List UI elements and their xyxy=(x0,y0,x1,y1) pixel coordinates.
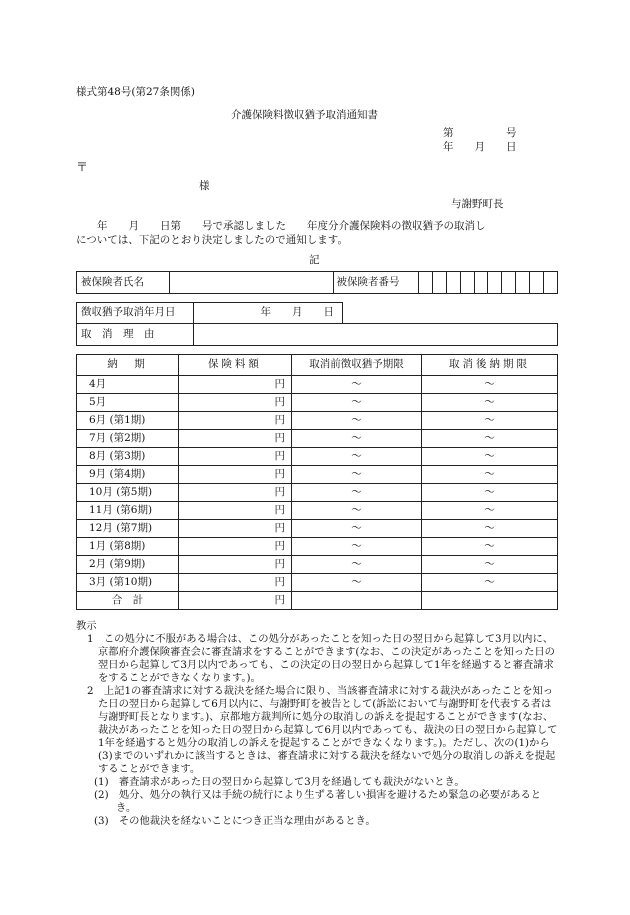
total-amount[interactable]: 円 xyxy=(178,592,291,610)
table-row xyxy=(77,376,558,394)
row-before-deadline[interactable]: ～ xyxy=(291,430,421,448)
document-title: 介護保険料徴収猶予取消通知書 xyxy=(231,109,378,121)
notes-title: 教示 xyxy=(76,620,97,632)
insured-number-digit[interactable] xyxy=(516,272,530,294)
table-row xyxy=(77,394,558,412)
header-before-deadline: 取消前徴収猶予期限 xyxy=(291,355,421,376)
insured-number-digit[interactable] xyxy=(446,272,460,294)
note-2: 2 上記1の審査請求に対する裁決を経た場合に限り、当該審査請求に対する裁決があったことを知った日の翌日から起算して6月以内に、与謝野町を被告として(訴訟において与謝野町を代表する者は与謝野町長となります。)、京都地方裁判所に処分の取消しの訴えを提起することができます(なお、裁決があったことを知った日の翌日から起算して6月以内であっても、裁決の日の翌日から起算して1年を経過すると処分の取消しの訴えを提起することができなくなります。)。ただし、次の(1)から(3)までのいずれかに該当するときは、審査請求に対する裁決を経ないで処分の取消しの訴えを提起することができます。 xyxy=(87,685,558,775)
row-period: 7月 (第2期) xyxy=(77,430,179,448)
cancel-date-label: 徴収猶予取消年月日 xyxy=(77,303,194,324)
period-table-header xyxy=(77,355,558,376)
cancel-date-field[interactable]: 年 月 日 xyxy=(194,303,343,324)
row-after-deadline[interactable]: ～ xyxy=(422,430,558,448)
row-period: 12月 (第7期) xyxy=(77,520,179,538)
row-period: 9月 (第4期) xyxy=(77,466,179,484)
row-before-deadline[interactable]: ～ xyxy=(291,466,421,484)
ki-heading: 記 xyxy=(309,254,320,266)
row-period: 3月 (第10期) xyxy=(77,574,179,592)
row-period: 5月 xyxy=(77,394,179,412)
row-after-deadline[interactable]: ～ xyxy=(422,538,558,556)
total-before xyxy=(291,592,421,610)
row-amount[interactable]: 円 xyxy=(178,574,291,592)
row-before-deadline[interactable]: ～ xyxy=(291,520,421,538)
table-row xyxy=(77,484,558,502)
table-row xyxy=(77,430,558,448)
row-after-deadline[interactable]: ～ xyxy=(422,484,558,502)
insured-number-label: 被保険者番号 xyxy=(333,272,419,294)
insured-table xyxy=(76,271,558,294)
row-before-deadline[interactable]: ～ xyxy=(291,412,421,430)
document-number: 第 号 xyxy=(443,127,517,139)
total-after xyxy=(422,592,558,610)
insured-name-field[interactable] xyxy=(169,272,333,294)
row-amount[interactable]: 円 xyxy=(178,556,291,574)
insured-number-digit[interactable] xyxy=(544,272,558,294)
table-row xyxy=(77,520,558,538)
row-amount[interactable]: 円 xyxy=(178,520,291,538)
row-after-deadline[interactable]: ～ xyxy=(422,412,558,430)
row-amount[interactable]: 円 xyxy=(178,376,291,394)
body-text-line2: については、下記のとおり決定しましたので通知します。 xyxy=(76,234,348,246)
insured-number-digit[interactable] xyxy=(432,272,446,294)
insured-number-digit[interactable] xyxy=(474,272,488,294)
row-after-deadline[interactable]: ～ xyxy=(422,502,558,520)
table-row xyxy=(77,412,558,430)
reason-label: 取 消 理 由 xyxy=(77,324,194,346)
table-row xyxy=(77,556,558,574)
table-row xyxy=(77,502,558,520)
row-before-deadline[interactable]: ～ xyxy=(291,538,421,556)
row-amount[interactable]: 円 xyxy=(178,394,291,412)
row-amount[interactable]: 円 xyxy=(178,502,291,520)
row-after-deadline[interactable]: ～ xyxy=(422,574,558,592)
note-sub-1: (1) 審査請求があった日の翌日から起算して3月を経過しても裁決がないとき。 xyxy=(94,776,465,788)
document-date: 年 月 日 xyxy=(443,141,517,153)
row-after-deadline[interactable]: ～ xyxy=(422,448,558,466)
insured-number-digit[interactable] xyxy=(502,272,516,294)
note-sub-3: (3) その他裁決を経ないことにつき正当な理由があるとき。 xyxy=(94,815,376,827)
period-table xyxy=(76,354,558,610)
addressee-suffix: 様 xyxy=(199,180,210,192)
form-number: 様式第48号(第27条関係) xyxy=(76,86,195,98)
header-after-deadline: 取消後納期限 xyxy=(422,355,558,376)
row-before-deadline[interactable]: ～ xyxy=(291,556,421,574)
row-before-deadline[interactable]: ～ xyxy=(291,448,421,466)
postal-mark: 〒 xyxy=(76,160,89,174)
row-before-deadline[interactable]: ～ xyxy=(291,502,421,520)
row-amount[interactable]: 円 xyxy=(178,412,291,430)
total-row xyxy=(77,592,558,610)
row-before-deadline[interactable]: ～ xyxy=(291,394,421,412)
issuer-name: 与謝野町長 xyxy=(451,198,504,210)
row-before-deadline[interactable]: ～ xyxy=(291,376,421,394)
insured-name-label: 被保険者氏名 xyxy=(77,272,170,294)
row-before-deadline[interactable]: ～ xyxy=(291,484,421,502)
table-row xyxy=(77,538,558,556)
row-after-deadline[interactable]: ～ xyxy=(422,394,558,412)
total-label: 合 計 xyxy=(77,592,179,610)
row-after-deadline[interactable]: ～ xyxy=(422,556,558,574)
note-1: 1 この処分に不服がある場合は、この処分があったことを知った日の翌日から起算して3月以内に、京都府介護保険審査会に審査請求をすることができます(なお、この決定があったことを知った日の翌日から起算して3月以内であっても、この決定の日の翌日から起算して1年を経過すると審査請求をすることができなくなります。)。 xyxy=(87,633,555,684)
row-period: 10月 (第5期) xyxy=(77,484,179,502)
table-row xyxy=(77,448,558,466)
insured-number-digit[interactable] xyxy=(530,272,544,294)
row-period: 8月 (第3期) xyxy=(77,448,179,466)
insured-number-digit[interactable] xyxy=(460,272,474,294)
reason-field[interactable] xyxy=(194,324,558,346)
row-amount[interactable]: 円 xyxy=(178,466,291,484)
row-period: 11月 (第6期) xyxy=(77,502,179,520)
row-amount[interactable]: 円 xyxy=(178,430,291,448)
header-amount: 保険料額 xyxy=(178,355,291,376)
row-period: 1月 (第8期) xyxy=(77,538,179,556)
body-text-line1: 年 月 日第 号で承認しました 年度分介護保険料の徴収猶予の取消し xyxy=(76,220,486,232)
insured-number-digit[interactable] xyxy=(419,272,433,294)
table-row xyxy=(77,574,558,592)
row-amount[interactable]: 円 xyxy=(178,538,291,556)
row-before-deadline[interactable]: ～ xyxy=(291,574,421,592)
row-after-deadline[interactable]: ～ xyxy=(422,376,558,394)
table-row xyxy=(77,466,558,484)
notes-section xyxy=(76,620,558,828)
row-period: 6月 (第1期) xyxy=(77,412,179,430)
row-after-deadline[interactable]: ～ xyxy=(422,520,558,538)
note-sub-2: (2) 処分、処分の執行又は手続の続行により生ずる著しい損害を避けるため緊急の必要があるとき。 xyxy=(94,789,542,814)
cancel-date-spacer xyxy=(343,303,558,324)
cancel-table xyxy=(76,302,558,346)
row-after-deadline[interactable]: ～ xyxy=(422,466,558,484)
row-period: 2月 (第9期) xyxy=(77,556,179,574)
row-amount[interactable]: 円 xyxy=(178,448,291,466)
header-period: 納 期 xyxy=(77,355,179,376)
insured-number-digit[interactable] xyxy=(488,272,502,294)
row-period: 4月 xyxy=(77,376,179,394)
row-amount[interactable]: 円 xyxy=(178,484,291,502)
